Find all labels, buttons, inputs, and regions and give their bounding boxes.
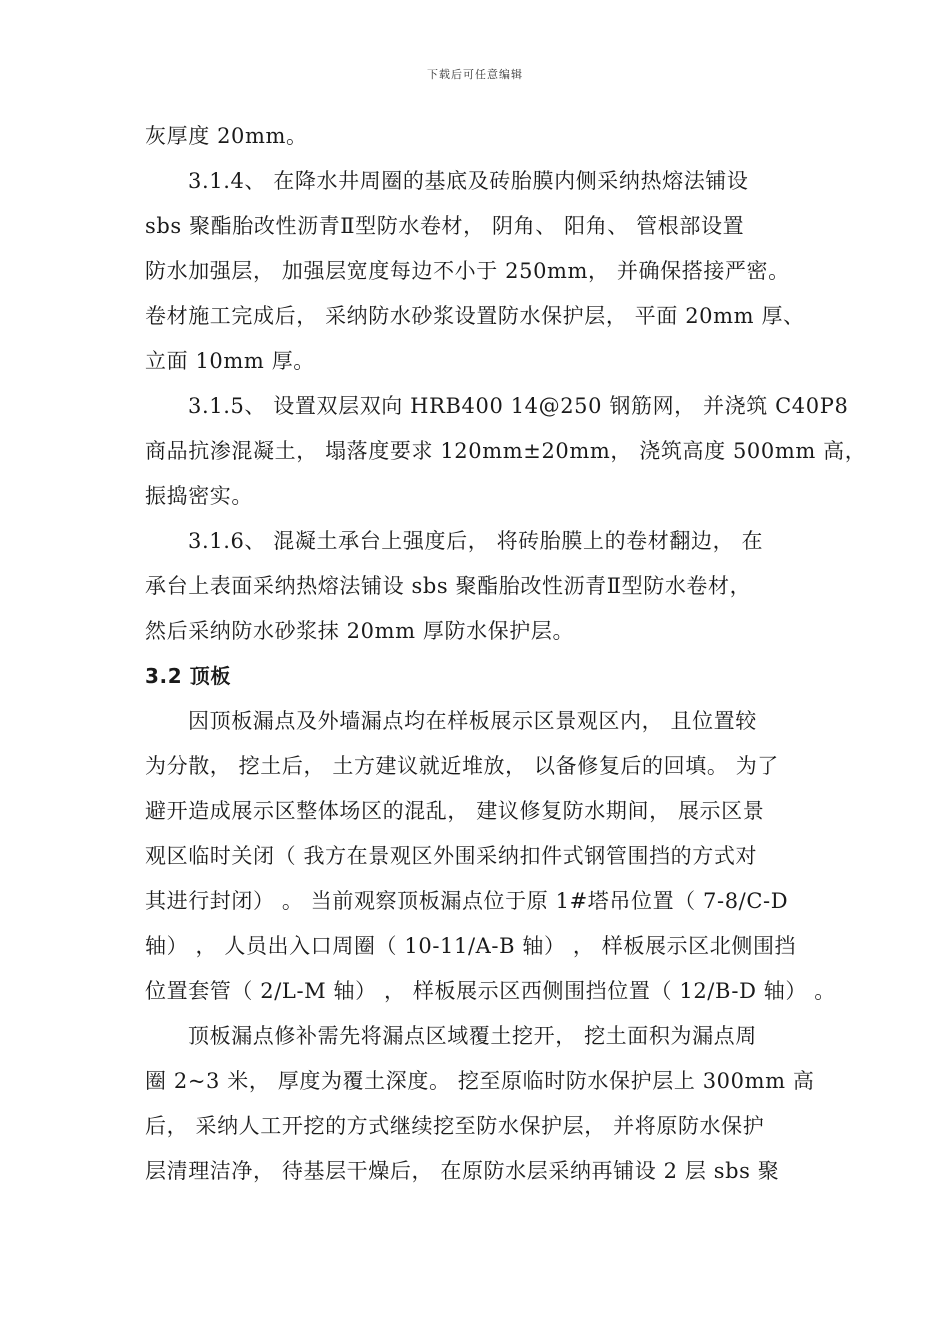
text-line: 顶板漏点修补需先将漏点区域覆土挖开， 挖土面积为漏点周	[188, 1024, 757, 1048]
page-header-note: 下载后可任意编辑	[427, 68, 523, 81]
text-line: sbs 聚酯胎改性沥青Ⅱ型防水卷材， 阴角、 阳角、 管根部设置	[145, 214, 745, 238]
section-heading: 3.2 顶板	[145, 664, 231, 688]
text-line: 观区临时关闭（ 我方在景观区外围采纳扣件式钢管围挡的方式对	[145, 844, 758, 868]
text-line: 卷材施工完成后， 采纳防水砂浆设置防水保护层， 平面 20mm 厚、	[145, 304, 805, 328]
text-line: 避开造成展示区整体场区的混乱， 建议修复防水期间， 展示区景	[145, 799, 765, 823]
text-line: 商品抗渗混凝土， 塌落度要求 120mm±20mm， 浇筑高度 500mm 高，	[145, 439, 867, 463]
text-line: 3.1.6、 混凝土承台上强度后， 将砖胎膜上的卷材翻边， 在	[188, 529, 764, 553]
text-line: 3.1.5、 设置双层双向 HRB400 14@250 钢筋网， 并浇筑 C40P8	[188, 394, 849, 418]
text-line: 立面 10mm 厚。	[145, 349, 315, 373]
text-line: 轴） ， 人员出入口周圈（ 10-11/A-B 轴） ， 样板展示区北侧围挡	[145, 934, 797, 958]
text-line: 然后采纳防水砂浆抹 20mm 厚防水保护层。	[145, 619, 575, 643]
text-line: 圈 2~3 米， 厚度为覆土深度。 挖至原临时防水保护层上 300mm 高	[145, 1069, 815, 1093]
text-line: 防水加强层， 加强层宽度每边不小于 250mm， 并确保搭接严密。	[145, 259, 790, 283]
text-line: 其进行封闭） 。 当前观察顶板漏点位于原 1#塔吊位置（ 7-8/C-D	[145, 889, 789, 913]
document-body	[145, 114, 867, 1194]
text-line: 振捣密实。	[145, 484, 253, 508]
text-line: 灰厚度 20mm。	[145, 124, 308, 148]
text-line: 层清理洁净， 待基层干燥后， 在原防水层采纳再铺设 2 层 sbs 聚	[145, 1159, 780, 1183]
text-line: 因顶板漏点及外墙漏点均在样板展示区景观区内， 且位置较	[188, 709, 757, 733]
text-line: 为分散， 挖土后， 土方建议就近堆放， 以备修复后的回填。 为了	[145, 754, 779, 778]
text-line: 后， 采纳人工开挖的方式继续挖至防水保护层， 并将原防水保护	[145, 1114, 765, 1138]
text-line: 3.1.4、 在降水井周圈的基底及砖胎膜内侧采纳热熔法铺设	[188, 169, 749, 193]
text-line: 位置套管（ 2/L-M 轴） ， 样板展示区西侧围挡位置（ 12/B-D 轴） 。	[145, 979, 836, 1003]
text-line: 承台上表面采纳热熔法铺设 sbs 聚酯胎改性沥青Ⅱ型防水卷材，	[145, 574, 752, 598]
